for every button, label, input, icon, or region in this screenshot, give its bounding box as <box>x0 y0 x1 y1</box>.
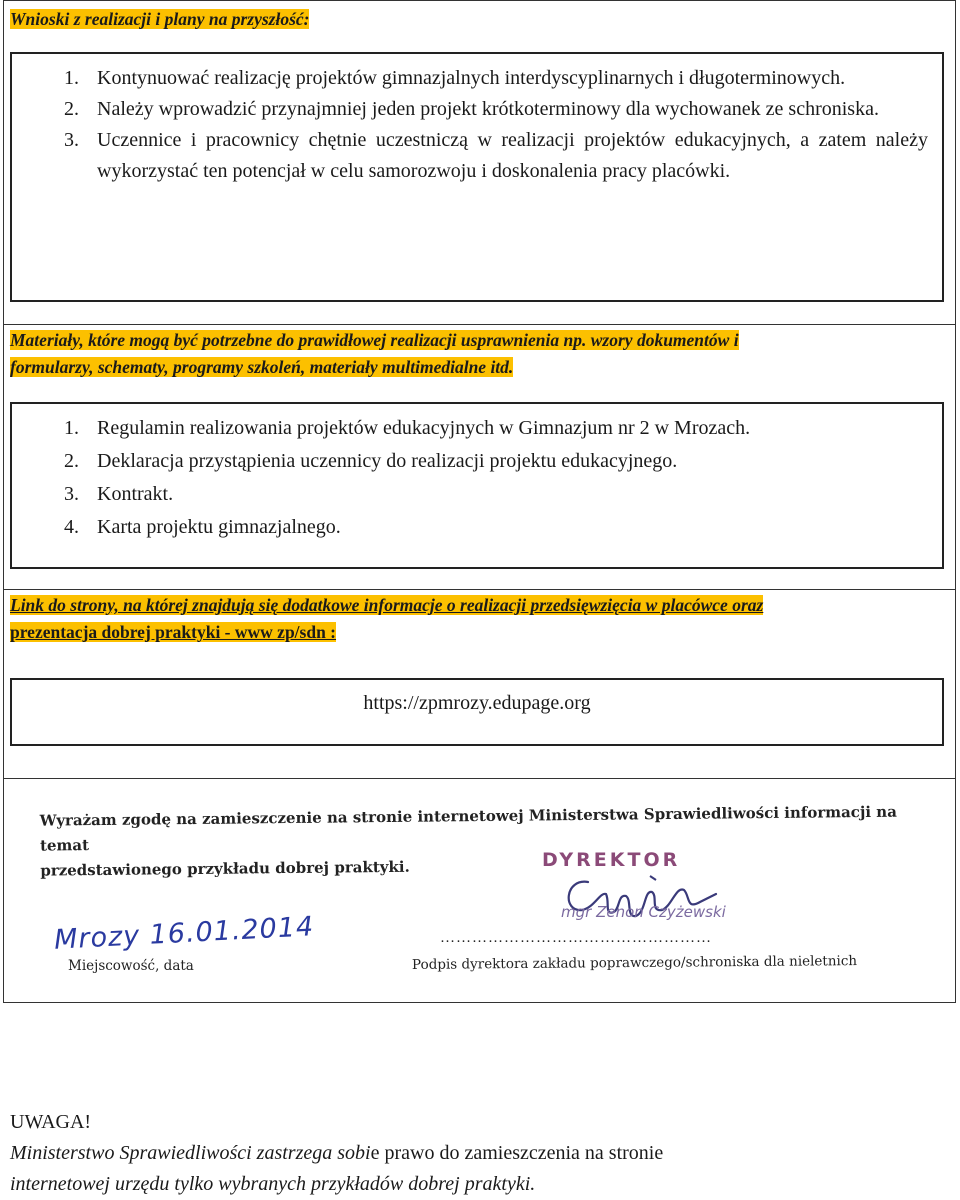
section-divider <box>3 589 956 590</box>
list-item: 1. Kontynuować realizację projektów gimnazjalnych interdyscyplinarnych i długoterminowych. <box>64 67 846 89</box>
section-divider <box>3 778 956 779</box>
signature-block <box>4 780 954 1002</box>
list-item: 3. Uczennice i pracownicy chętnie uczestniczą w realizacji projektów edukacyjnych, a zatem należy wykorzystać ten potencjał w celu samorozwoju i doskonalenia pracy placówki. <box>64 129 928 182</box>
director-stamp: DYREKTOR <box>542 849 681 871</box>
list-item: 3. Kontrakt. <box>64 483 174 505</box>
handwritten-place-date: Mrozy 16.01.2014 <box>53 911 315 956</box>
disclaimer-note <box>10 1107 663 1200</box>
note-title: UWAGA! <box>10 1111 92 1133</box>
signature-line: …………………………………………… <box>440 930 712 946</box>
consent-text: Wyrażam zgodę na zamieszczenie na stronie internetowej Ministerstwa Sprawiedliwości informacji na temat przedstawionego przykładu dobrej praktyki. <box>39 802 897 880</box>
materials-list <box>12 412 942 544</box>
list-item: 4. Karta projektu gimnazjalnego. <box>64 516 341 538</box>
section-heading-conclusions <box>10 6 309 33</box>
note-line-1: Ministerstwo Sprawiedliwości zastrzega sobie prawo do zamieszczenia na stronie <box>10 1142 664 1164</box>
list-item: 1. Regulamin realizowania projektów edukacyjnych w Gimnazjum nr 2 w Mrozach. <box>64 417 751 439</box>
section-divider <box>3 324 956 325</box>
list-item: 2. Deklaracja przystąpienia uczennicy do realizacji projektu edukacyjnego. <box>64 450 678 472</box>
heading-text: Wnioski z realizacji i plany na przyszłość: <box>10 9 310 29</box>
note-line-2: internetowej urzędu tylko wybranych przykładów dobrej praktyki. <box>10 1173 536 1195</box>
materials-box <box>10 402 944 569</box>
conclusions-list <box>12 63 942 187</box>
director-name-stamp: mgr Zenon Czyżewski <box>561 903 726 921</box>
url-box <box>10 678 944 746</box>
list-item: 2. Należy wprowadzić przynajmniej jeden projekt krótkoterminowy dla wychowanek ze schroniska. <box>64 98 879 120</box>
place-date-label: Miejscowość, data <box>68 958 194 974</box>
website-url[interactable]: https://zpmrozy.edupage.org <box>363 692 591 714</box>
section-heading-link: Link do strony, na której znajdują się dodatkowe informacje o realizacji przedsięwzięcia w placówce oraz prezentacja dobrej praktyki - www zp/sdn : <box>10 595 764 642</box>
conclusions-box <box>10 52 944 302</box>
section-heading-materials: Materiały, które mogą być potrzebne do prawidłowej realizacji usprawnienia np. wzory dokumentów i formularzy, schematy, programy szkoleń, materiały multimedialne itd. <box>10 330 739 377</box>
signature-label: Podpis dyrektora zakładu poprawczego/schroniska dla nieletnich <box>411 953 858 973</box>
